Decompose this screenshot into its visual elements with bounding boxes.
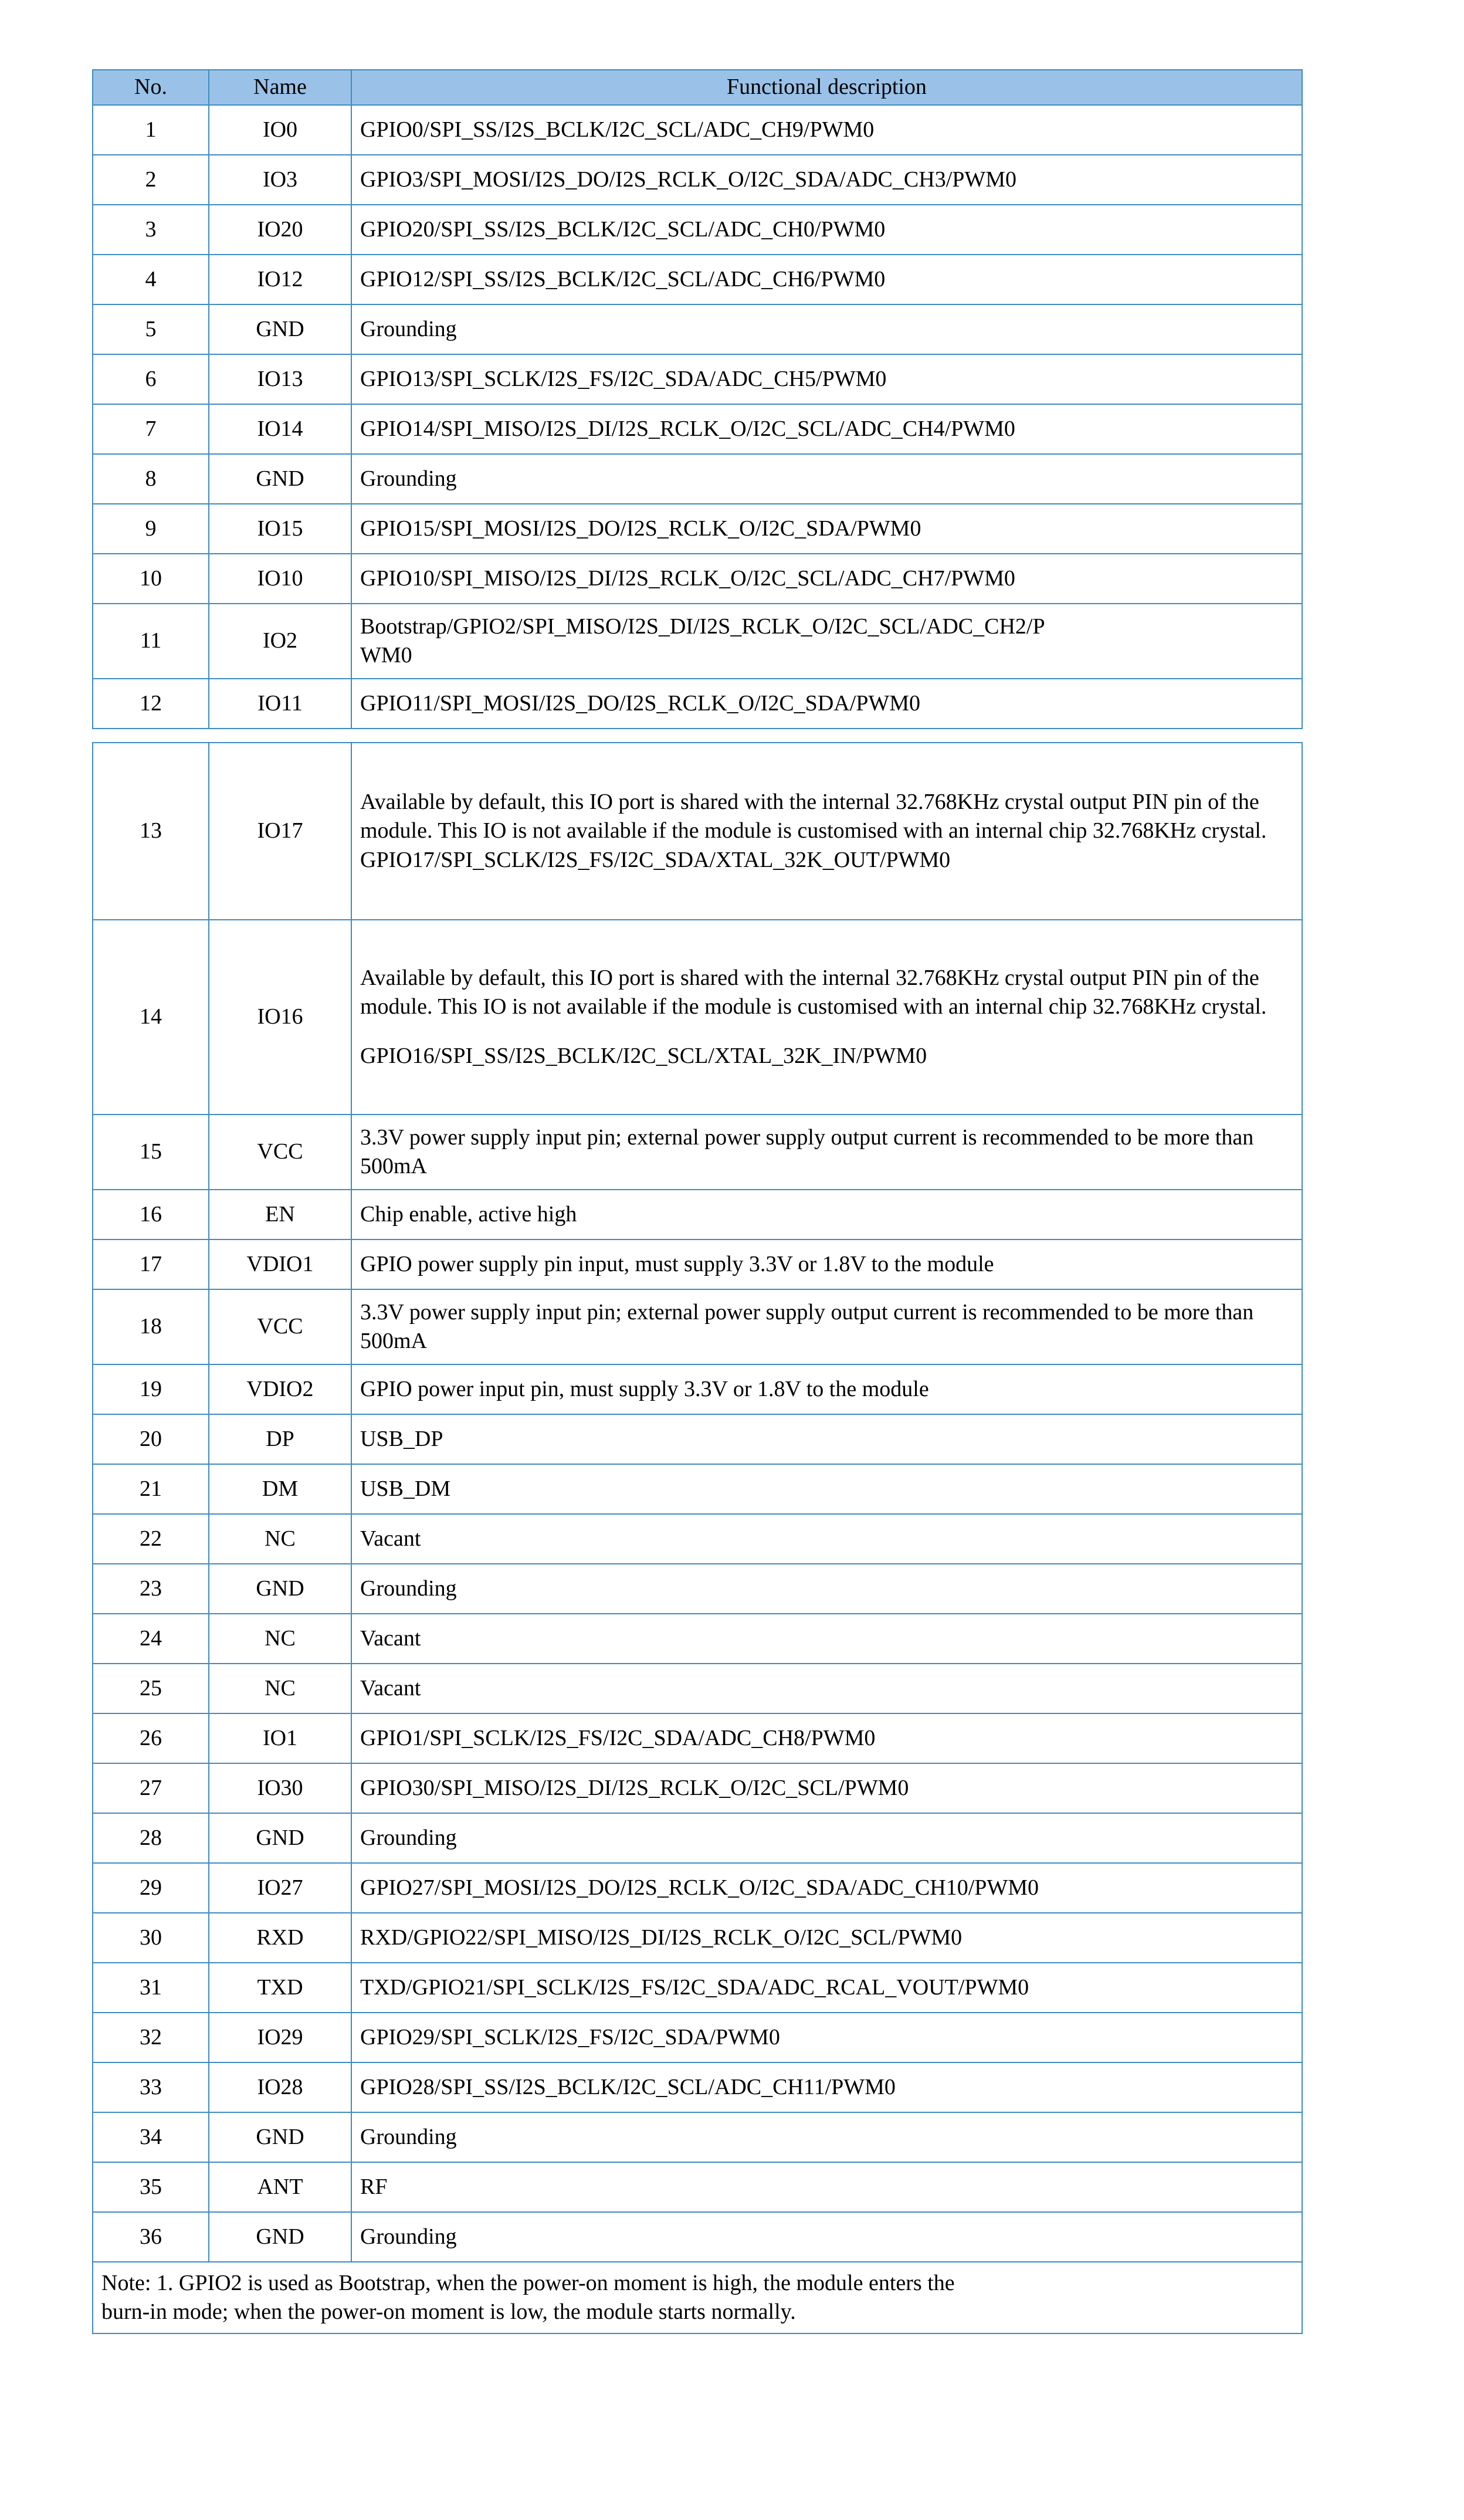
table-row — [93, 304, 1302, 354]
pin-description: RXD/GPIO22/SPI_MISO/I2S_DI/I2S_RCLK_O/I2C_SCL/PWM0 — [351, 1913, 1302, 1963]
pin-name: IO11 — [209, 679, 351, 729]
pin-number: 2 — [93, 155, 209, 205]
table-note-row — [93, 2262, 1302, 2333]
pin-name: IO27 — [209, 1863, 351, 1913]
pin-description: Grounding — [351, 2212, 1302, 2262]
pin-name: RXD — [209, 1913, 351, 1963]
pin-description: GPIO15/SPI_MOSI/I2S_DO/I2S_RCLK_O/I2C_SDA/PWM0 — [351, 504, 1302, 554]
table-row — [93, 354, 1302, 404]
table-header-row — [93, 70, 1302, 105]
pin-name: EN — [209, 1190, 351, 1239]
pin-name: IO2 — [209, 604, 351, 679]
table-note-line-2: burn-in mode; when the power-on moment is low, the module starts normally. — [101, 2299, 796, 2324]
pin-number: 36 — [93, 2212, 209, 2262]
pin-number: 30 — [93, 1913, 209, 1963]
pin-table-block-2 — [92, 742, 1303, 2334]
table-row — [93, 504, 1302, 554]
pin-number: 13 — [93, 743, 209, 920]
pin-description-line-2: WM0 — [360, 643, 412, 668]
table-row — [93, 454, 1302, 504]
pin-name: VCC — [209, 1289, 351, 1364]
pin-description: GPIO0/SPI_SS/I2S_BCLK/I2C_SCL/ADC_CH9/PWM0 — [351, 105, 1302, 155]
table-row — [93, 1614, 1302, 1664]
pin-number: 9 — [93, 504, 209, 554]
pin-number: 4 — [93, 255, 209, 304]
pin-description: GPIO20/SPI_SS/I2S_BCLK/I2C_SCL/ADC_CH0/PWM0 — [351, 205, 1302, 255]
table-row — [93, 2062, 1302, 2112]
pin-description: TXD/GPIO21/SPI_SCLK/I2S_FS/I2C_SDA/ADC_RCAL_VOUT/PWM0 — [351, 1963, 1302, 2013]
table-row — [93, 105, 1302, 155]
table-row — [93, 920, 1302, 1115]
pin-description: 3.3V power supply input pin; external power supply output current is recommended to be more than 500mA — [351, 1115, 1302, 1190]
pin-description: Grounding — [351, 1564, 1302, 1614]
pin-name: IO28 — [209, 2062, 351, 2112]
table-row — [93, 1414, 1302, 1464]
pin-number: 31 — [93, 1963, 209, 2013]
pin-name: IO17 — [209, 743, 351, 920]
pin-name: NC — [209, 1664, 351, 1713]
table-row — [93, 1514, 1302, 1564]
pin-description: USB_DP — [351, 1414, 1302, 1464]
table-row — [93, 155, 1302, 205]
pin-description: Grounding — [351, 304, 1302, 354]
pin-description: 3.3V power supply input pin; external power supply output current is recommended to be more than 500mA — [351, 1289, 1302, 1364]
table-row — [93, 679, 1302, 729]
pin-description: GPIO power input pin, must supply 3.3V or 1.8V to the module — [351, 1364, 1302, 1414]
table-row — [93, 1190, 1302, 1239]
pin-description-signals: GPIO17/SPI_SCLK/I2S_FS/I2C_SDA/XTAL_32K_OUT/PWM0 — [360, 847, 951, 872]
pin-name: GND — [209, 1564, 351, 1614]
pin-description: USB_DM — [351, 1464, 1302, 1514]
pin-number: 33 — [93, 2062, 209, 2112]
pin-number: 23 — [93, 1564, 209, 1614]
table-row — [93, 1564, 1302, 1614]
table-row — [93, 1763, 1302, 1813]
pin-description: GPIO14/SPI_MISO/I2S_DI/I2S_RCLK_O/I2C_SCL/ADC_CH4/PWM0 — [351, 404, 1302, 454]
pin-description: RF — [351, 2162, 1302, 2212]
pin-number: 17 — [93, 1239, 209, 1289]
pin-name: GND — [209, 304, 351, 354]
pin-number: 34 — [93, 2112, 209, 2162]
table-note — [93, 2262, 1302, 2333]
table-row — [93, 1464, 1302, 1514]
table-row — [93, 1239, 1302, 1289]
pin-name: IO30 — [209, 1763, 351, 1813]
pin-name: VCC — [209, 1115, 351, 1190]
pin-name: GND — [209, 454, 351, 504]
table-row — [93, 743, 1302, 920]
table-row — [93, 2162, 1302, 2212]
pin-number: 28 — [93, 1813, 209, 1863]
pin-name: GND — [209, 1813, 351, 1863]
pin-number: 21 — [93, 1464, 209, 1514]
pin-number: 16 — [93, 1190, 209, 1239]
pin-name: GND — [209, 2112, 351, 2162]
pin-description: GPIO power supply pin input, must supply 3.3V or 1.8V to the module — [351, 1239, 1302, 1289]
pin-number: 22 — [93, 1514, 209, 1564]
pin-description-paragraph: Available by default, this IO port is shared with the internal 32.768KHz crystal output PIN pin of the module. This IO is not available if the module is customised with an internal chip 32.768KHz crystal. — [360, 965, 1267, 1019]
pin-description — [351, 604, 1302, 679]
table-note-line-1: Note: 1. GPIO2 is used as Bootstrap, when the power-on moment is high, the module enters the — [101, 2270, 955, 2295]
pin-description-signals: GPIO16/SPI_SS/I2S_BCLK/I2C_SCL/XTAL_32K_IN/PWM0 — [360, 1043, 927, 1068]
pin-name: IO10 — [209, 554, 351, 604]
pin-number: 27 — [93, 1763, 209, 1813]
pin-description: GPIO13/SPI_SCLK/I2S_FS/I2C_SDA/ADC_CH5/PWM0 — [351, 354, 1302, 404]
pin-name: IO3 — [209, 155, 351, 205]
pin-description: Vacant — [351, 1614, 1302, 1664]
pin-number: 12 — [93, 679, 209, 729]
pin-description: GPIO1/SPI_SCLK/I2S_FS/I2C_SDA/ADC_CH8/PWM0 — [351, 1713, 1302, 1763]
table-row — [93, 404, 1302, 454]
pin-rows-13-36 — [93, 743, 1302, 2333]
pin-number: 10 — [93, 554, 209, 604]
pin-description: GPIO27/SPI_MOSI/I2S_DO/I2S_RCLK_O/I2C_SDA/ADC_CH10/PWM0 — [351, 1863, 1302, 1913]
pin-description: GPIO30/SPI_MISO/I2S_DI/I2S_RCLK_O/I2C_SCL/PWM0 — [351, 1763, 1302, 1813]
table-row — [93, 1713, 1302, 1763]
table-row — [93, 1364, 1302, 1414]
pin-number: 32 — [93, 2013, 209, 2062]
pin-name: IO1 — [209, 1713, 351, 1763]
pin-description: Grounding — [351, 454, 1302, 504]
pin-number: 26 — [93, 1713, 209, 1763]
pin-number: 11 — [93, 604, 209, 679]
pin-name: IO14 — [209, 404, 351, 454]
pin-description-paragraph: Available by default, this IO port is shared with the internal 32.768KHz crystal output PIN pin of the module. This IO is not available if the module is customised with an internal chip 32.768KHz crystal. — [360, 789, 1267, 844]
pin-name: DP — [209, 1414, 351, 1464]
table-row — [93, 604, 1302, 679]
pin-description: Grounding — [351, 2112, 1302, 2162]
pin-table-block-1 — [92, 69, 1303, 729]
pin-description: Chip enable, active high — [351, 1190, 1302, 1239]
column-header-name: Name — [209, 70, 351, 105]
table-row — [93, 1664, 1302, 1713]
pin-name: NC — [209, 1514, 351, 1564]
pin-number: 29 — [93, 1863, 209, 1913]
pin-name: NC — [209, 1614, 351, 1664]
pin-name: VDIO2 — [209, 1364, 351, 1414]
table-row — [93, 1115, 1302, 1190]
pin-number: 7 — [93, 404, 209, 454]
pin-number: 25 — [93, 1664, 209, 1713]
pin-rows-1-12 — [93, 105, 1302, 729]
pin-number: 8 — [93, 454, 209, 504]
pin-description: GPIO10/SPI_MISO/I2S_DI/I2S_RCLK_O/I2C_SCL/ADC_CH7/PWM0 — [351, 554, 1302, 604]
pin-description: GPIO29/SPI_SCLK/I2S_FS/I2C_SDA/PWM0 — [351, 2013, 1302, 2062]
pin-number: 35 — [93, 2162, 209, 2212]
pin-description: GPIO3/SPI_MOSI/I2S_DO/I2S_RCLK_O/I2C_SDA/ADC_CH3/PWM0 — [351, 155, 1302, 205]
pin-description: Vacant — [351, 1514, 1302, 1564]
pin-name: IO13 — [209, 354, 351, 404]
pin-number: 6 — [93, 354, 209, 404]
pin-name: IO16 — [209, 920, 351, 1115]
pin-number: 20 — [93, 1414, 209, 1464]
table-row — [93, 2013, 1302, 2062]
table-block-separator — [92, 729, 1302, 742]
table-row — [93, 1813, 1302, 1863]
pin-number: 14 — [93, 920, 209, 1115]
pin-description: GPIO12/SPI_SS/I2S_BCLK/I2C_SCL/ADC_CH6/PWM0 — [351, 255, 1302, 304]
pin-description-spacer — [360, 1022, 1293, 1042]
pin-number: 18 — [93, 1289, 209, 1364]
table-row — [93, 1863, 1302, 1913]
pin-name: GND — [209, 2212, 351, 2262]
pin-name: IO29 — [209, 2013, 351, 2062]
table-row — [93, 2212, 1302, 2262]
pin-description: Grounding — [351, 1813, 1302, 1863]
pin-name: IO20 — [209, 205, 351, 255]
pin-number: 24 — [93, 1614, 209, 1664]
pin-name: IO12 — [209, 255, 351, 304]
pin-number: 5 — [93, 304, 209, 354]
pin-number: 3 — [93, 205, 209, 255]
table-row — [93, 554, 1302, 604]
pin-description-line-1: Bootstrap/GPIO2/SPI_MISO/I2S_DI/I2S_RCLK_O/I2C_SCL/ADC_CH2/P — [360, 614, 1045, 639]
pin-definition-table-page — [92, 69, 1302, 2334]
pin-name: IO15 — [209, 504, 351, 554]
column-header-no: No. — [93, 70, 209, 105]
pin-number: 15 — [93, 1115, 209, 1190]
table-row — [93, 1913, 1302, 1963]
pin-name: TXD — [209, 1963, 351, 2013]
pin-description — [351, 743, 1302, 920]
pin-name: DM — [209, 1464, 351, 1514]
pin-name: IO0 — [209, 105, 351, 155]
pin-description: Vacant — [351, 1664, 1302, 1713]
table-row — [93, 1963, 1302, 2013]
column-header-description: Functional description — [351, 70, 1302, 105]
pin-description — [351, 920, 1302, 1115]
table-row — [93, 205, 1302, 255]
pin-number: 19 — [93, 1364, 209, 1414]
pin-description: GPIO11/SPI_MOSI/I2S_DO/I2S_RCLK_O/I2C_SDA/PWM0 — [351, 679, 1302, 729]
table-row — [93, 255, 1302, 304]
table-row — [93, 1289, 1302, 1364]
pin-number: 1 — [93, 105, 209, 155]
pin-name: ANT — [209, 2162, 351, 2212]
pin-name: VDIO1 — [209, 1239, 351, 1289]
pin-description: GPIO28/SPI_SS/I2S_BCLK/I2C_SCL/ADC_CH11/PWM0 — [351, 2062, 1302, 2112]
table-row — [93, 2112, 1302, 2162]
